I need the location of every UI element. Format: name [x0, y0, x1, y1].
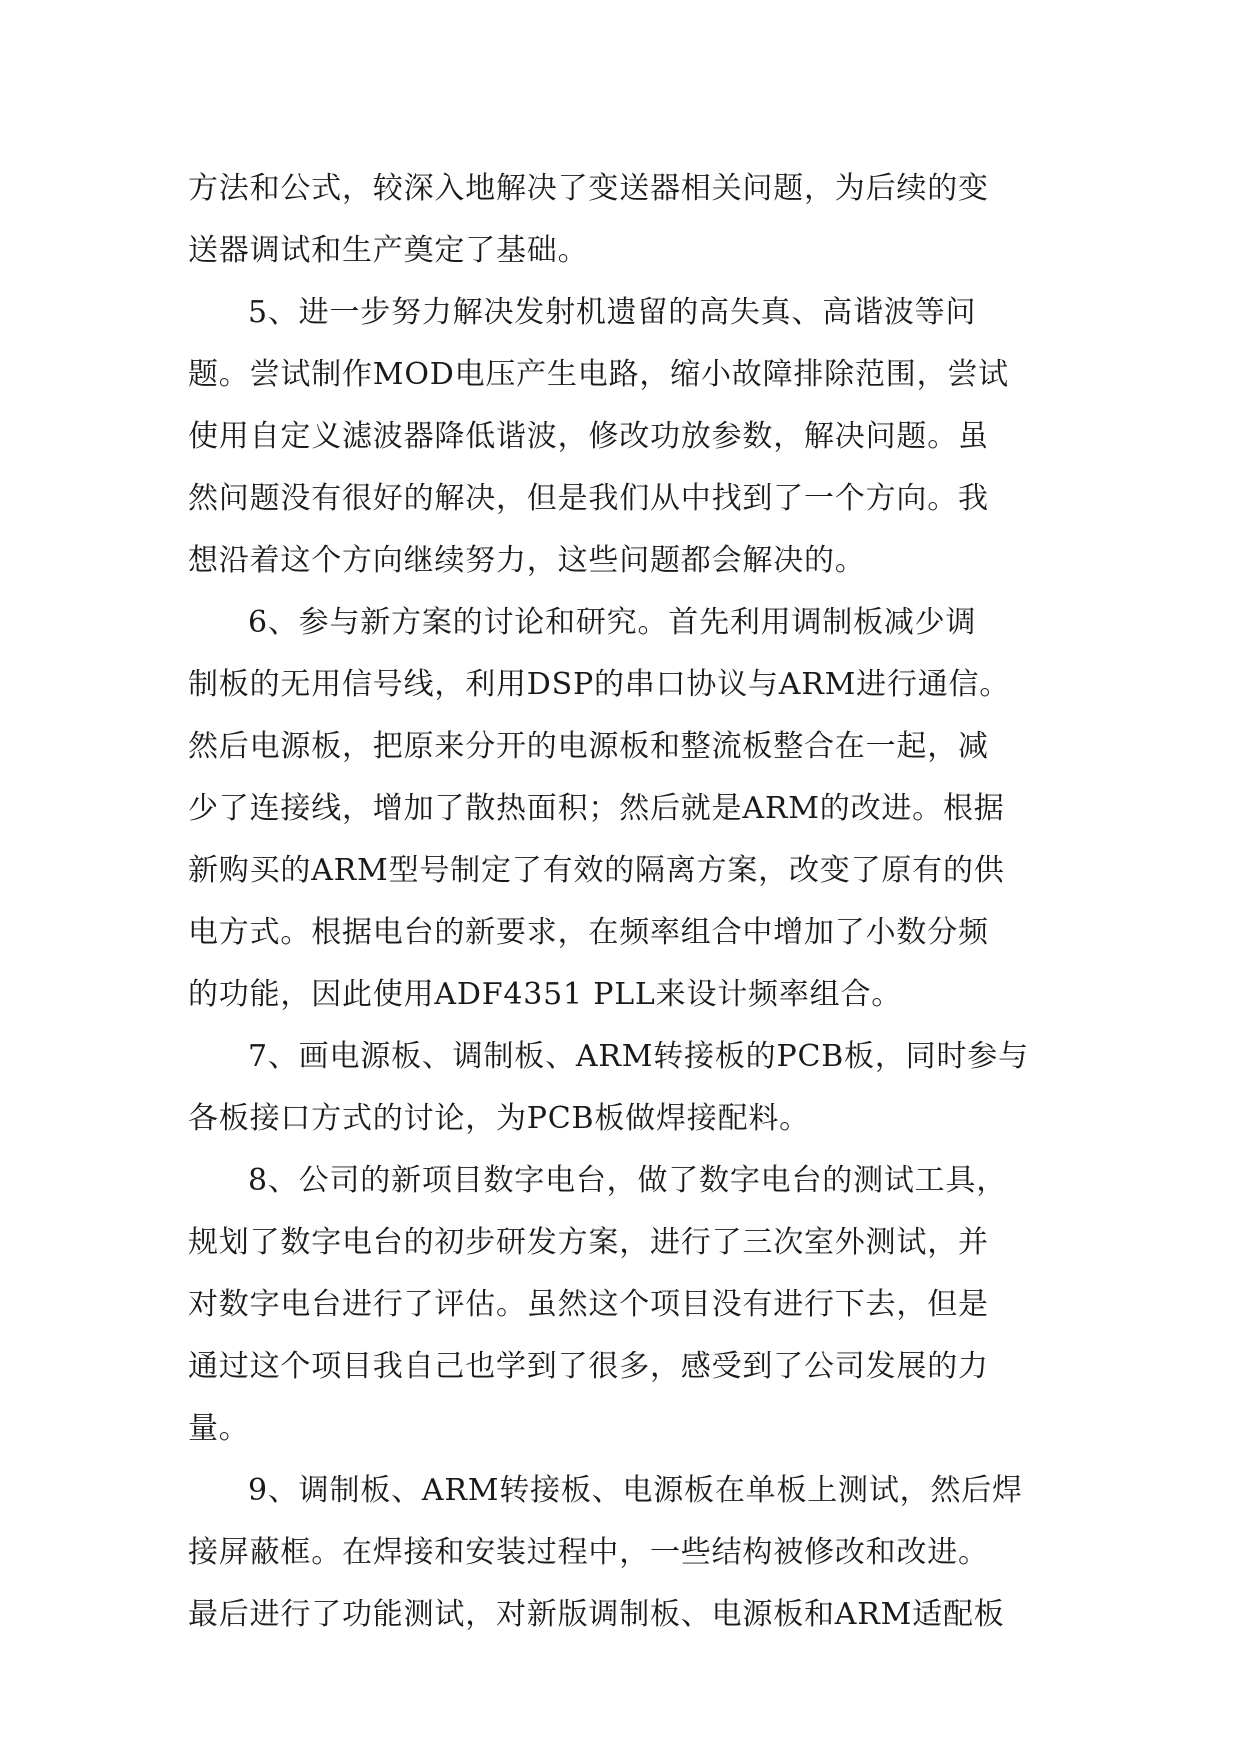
text-line: 制板的无用信号线，利用DSP的串口协议与ARM进行通信。 — [188, 667, 1011, 702]
text-line: 然问题没有很好的解决，但是我们从中找到了一个方向。我 — [188, 481, 989, 516]
text-line: 少了连接线，增加了散热面积；然后就是ARM的改进。根据 — [188, 791, 1005, 826]
text-line: 各板接口方式的讨论，为PCB板做焊接配料。 — [188, 1101, 810, 1136]
paragraph-7-start: 7、画电源板、调制板、ARM转接板的PCB板，同时参与 — [248, 1039, 1029, 1074]
text-line: 方法和公式，较深入地解决了变送器相关问题，为后续的变 — [188, 171, 989, 206]
text-line: 想沿着这个方向继续努力，这些问题都会解决的。 — [188, 543, 866, 578]
paragraph-8-start: 8、公司的新项目数字电台，做了数字电台的测试工具， — [248, 1163, 1008, 1198]
text-line: 对数字电台进行了评估。虽然这个项目没有进行下去，但是 — [188, 1287, 989, 1322]
text-line: 然后电源板，把原来分开的电源板和整流板整合在一起，减 — [188, 729, 989, 764]
text-line: 规划了数字电台的初步研发方案，进行了三次室外测试，并 — [188, 1225, 989, 1260]
document-body — [188, 158, 1048, 1646]
text-line: 使用自定义滤波器降低谐波，修改功放参数，解决问题。虽 — [188, 419, 989, 454]
text-line: 最后进行了功能测试，对新版调制板、电源板和ARM适配板 — [188, 1597, 1005, 1632]
text-line: 送器调试和生产奠定了基础。 — [188, 233, 589, 268]
text-line: 的功能，因此使用ADF4351 PLL来设计频率组合。 — [188, 977, 903, 1012]
paragraph-9-start: 9、调制板、ARM转接板、电源板在单板上测试，然后焊 — [248, 1473, 1023, 1508]
text-line: 量。 — [188, 1411, 250, 1446]
text-line: 题。尝试制作MOD电压产生电路，缩小故障排除范围，尝试 — [188, 357, 1009, 392]
text-line: 接屏蔽框。在焊接和安装过程中，一些结构被修改和改进。 — [188, 1535, 989, 1570]
paragraph-6-start: 6、参与新方案的讨论和研究。首先利用调制板减少调 — [248, 605, 977, 640]
text-line: 新购买的ARM型号制定了有效的隔离方案，改变了原有的供 — [188, 853, 1005, 888]
text-line: 电方式。根据电台的新要求，在频率组合中增加了小数分频 — [188, 915, 989, 950]
text-line: 通过这个项目我自己也学到了很多，感受到了公司发展的力 — [188, 1349, 989, 1384]
paragraph-5-start: 5、进一步努力解决发射机遗留的高失真、高谐波等问 — [248, 295, 977, 330]
